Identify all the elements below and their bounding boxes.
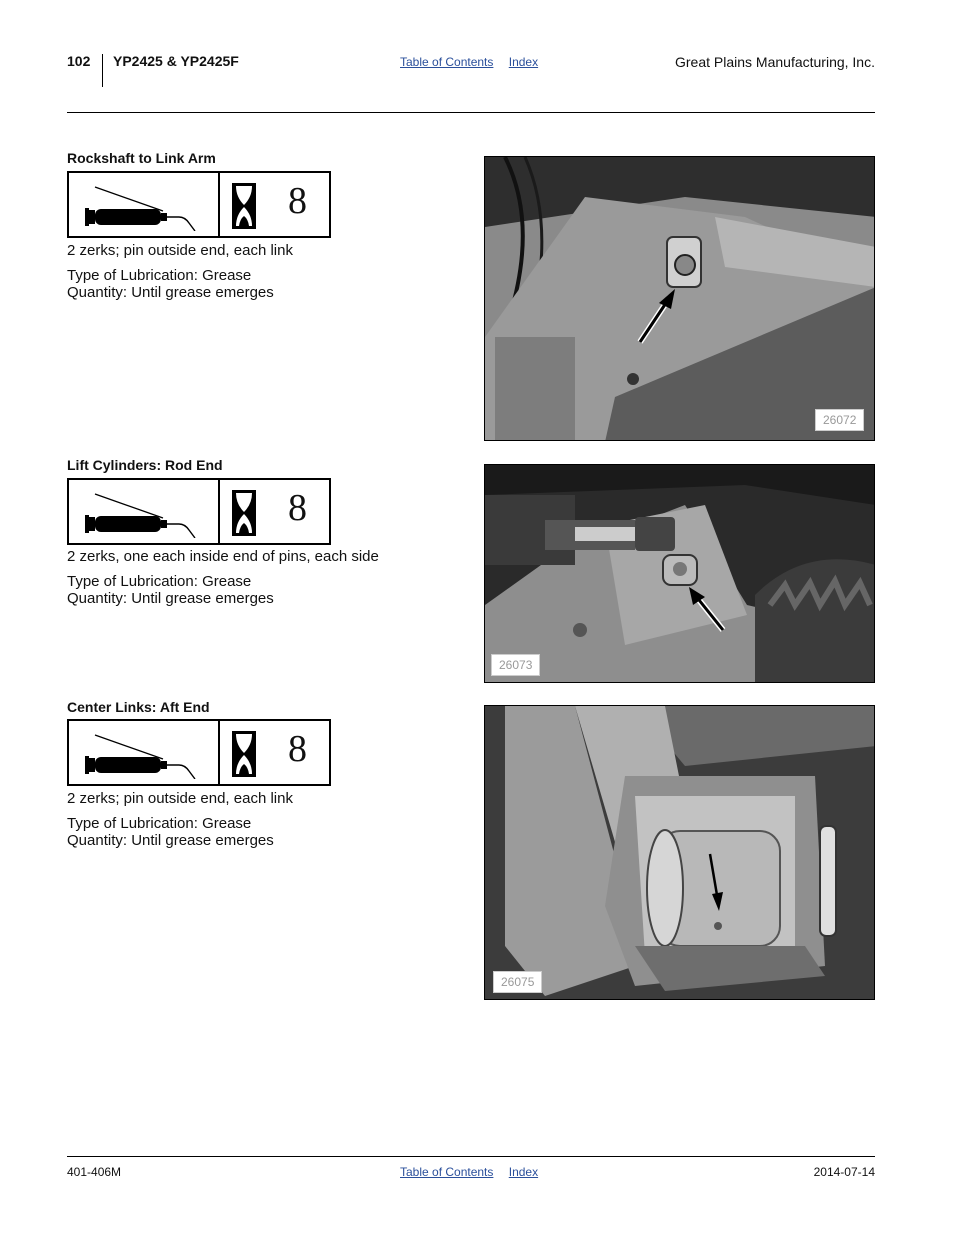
- section-description: 2 zerks; pin outside end, each link: [67, 790, 293, 807]
- interval-cell: [220, 480, 329, 543]
- photo-rockshaft: [484, 156, 875, 441]
- interval-cell: [220, 173, 329, 236]
- section-description: 2 zerks, one each inside end of pins, each side: [67, 548, 379, 565]
- photo-id-label: 26075: [493, 971, 542, 993]
- header-index-link[interactable]: Index: [508, 55, 539, 69]
- hourglass-icon: [230, 731, 258, 777]
- interval-hours: 8: [288, 728, 307, 770]
- hourglass-icon: [230, 490, 258, 536]
- document-number: 401-406M: [67, 1165, 122, 1179]
- photo-lift-cylinders: [484, 464, 875, 683]
- hourglass-icon: [230, 183, 258, 229]
- photo-center-links: [484, 705, 875, 1000]
- lubrication-type: Type of Lubrication: Grease: [67, 573, 252, 590]
- section-title-rockshaft: Rockshaft to Link Arm: [67, 150, 216, 166]
- section-title-center-links: Center Links: Aft End: [67, 699, 210, 715]
- model-title: YP2425 & YP2425F: [113, 53, 239, 69]
- section-description: 2 zerks; pin outside end, each link: [67, 242, 293, 259]
- lubrication-type: Type of Lubrication: Grease: [67, 267, 252, 284]
- photo-id-label: 26072: [815, 409, 864, 431]
- lubrication-quantity: Quantity: Until grease emerges: [67, 832, 274, 849]
- grease-gun-icon: [69, 480, 220, 543]
- page-number: 102: [67, 53, 91, 69]
- footer-index-link[interactable]: Index: [508, 1165, 539, 1179]
- lubrication-quantity: Quantity: Until grease emerges: [67, 284, 274, 301]
- footer-nav: [400, 1165, 550, 1179]
- interval-hours: 8: [288, 487, 307, 529]
- header-rule: [67, 112, 875, 113]
- interval-hours: 8: [288, 180, 307, 222]
- section-title-lift-cylinders: Lift Cylinders: Rod End: [67, 457, 223, 473]
- photo-id-label: 26073: [491, 654, 540, 676]
- footer-toc-link[interactable]: Table of Contents: [400, 1165, 494, 1179]
- interval-cell: [220, 721, 329, 784]
- header-toc-link[interactable]: Table of Contents: [400, 55, 494, 69]
- grease-gun-icon: [69, 721, 220, 784]
- lube-symbol-box: [67, 171, 331, 238]
- footer-rule: [67, 1156, 875, 1157]
- lubrication-quantity: Quantity: Until grease emerges: [67, 590, 274, 607]
- grease-gun-icon: [69, 173, 220, 236]
- lube-symbol-box: [67, 719, 331, 786]
- lubrication-type: Type of Lubrication: Grease: [67, 815, 252, 832]
- company-name: Great Plains Manufacturing, Inc.: [675, 54, 875, 70]
- document-date: 2014-07-14: [813, 1165, 875, 1179]
- header-nav: [400, 55, 550, 69]
- header-divider: [102, 54, 103, 87]
- lube-symbol-box: [67, 478, 331, 545]
